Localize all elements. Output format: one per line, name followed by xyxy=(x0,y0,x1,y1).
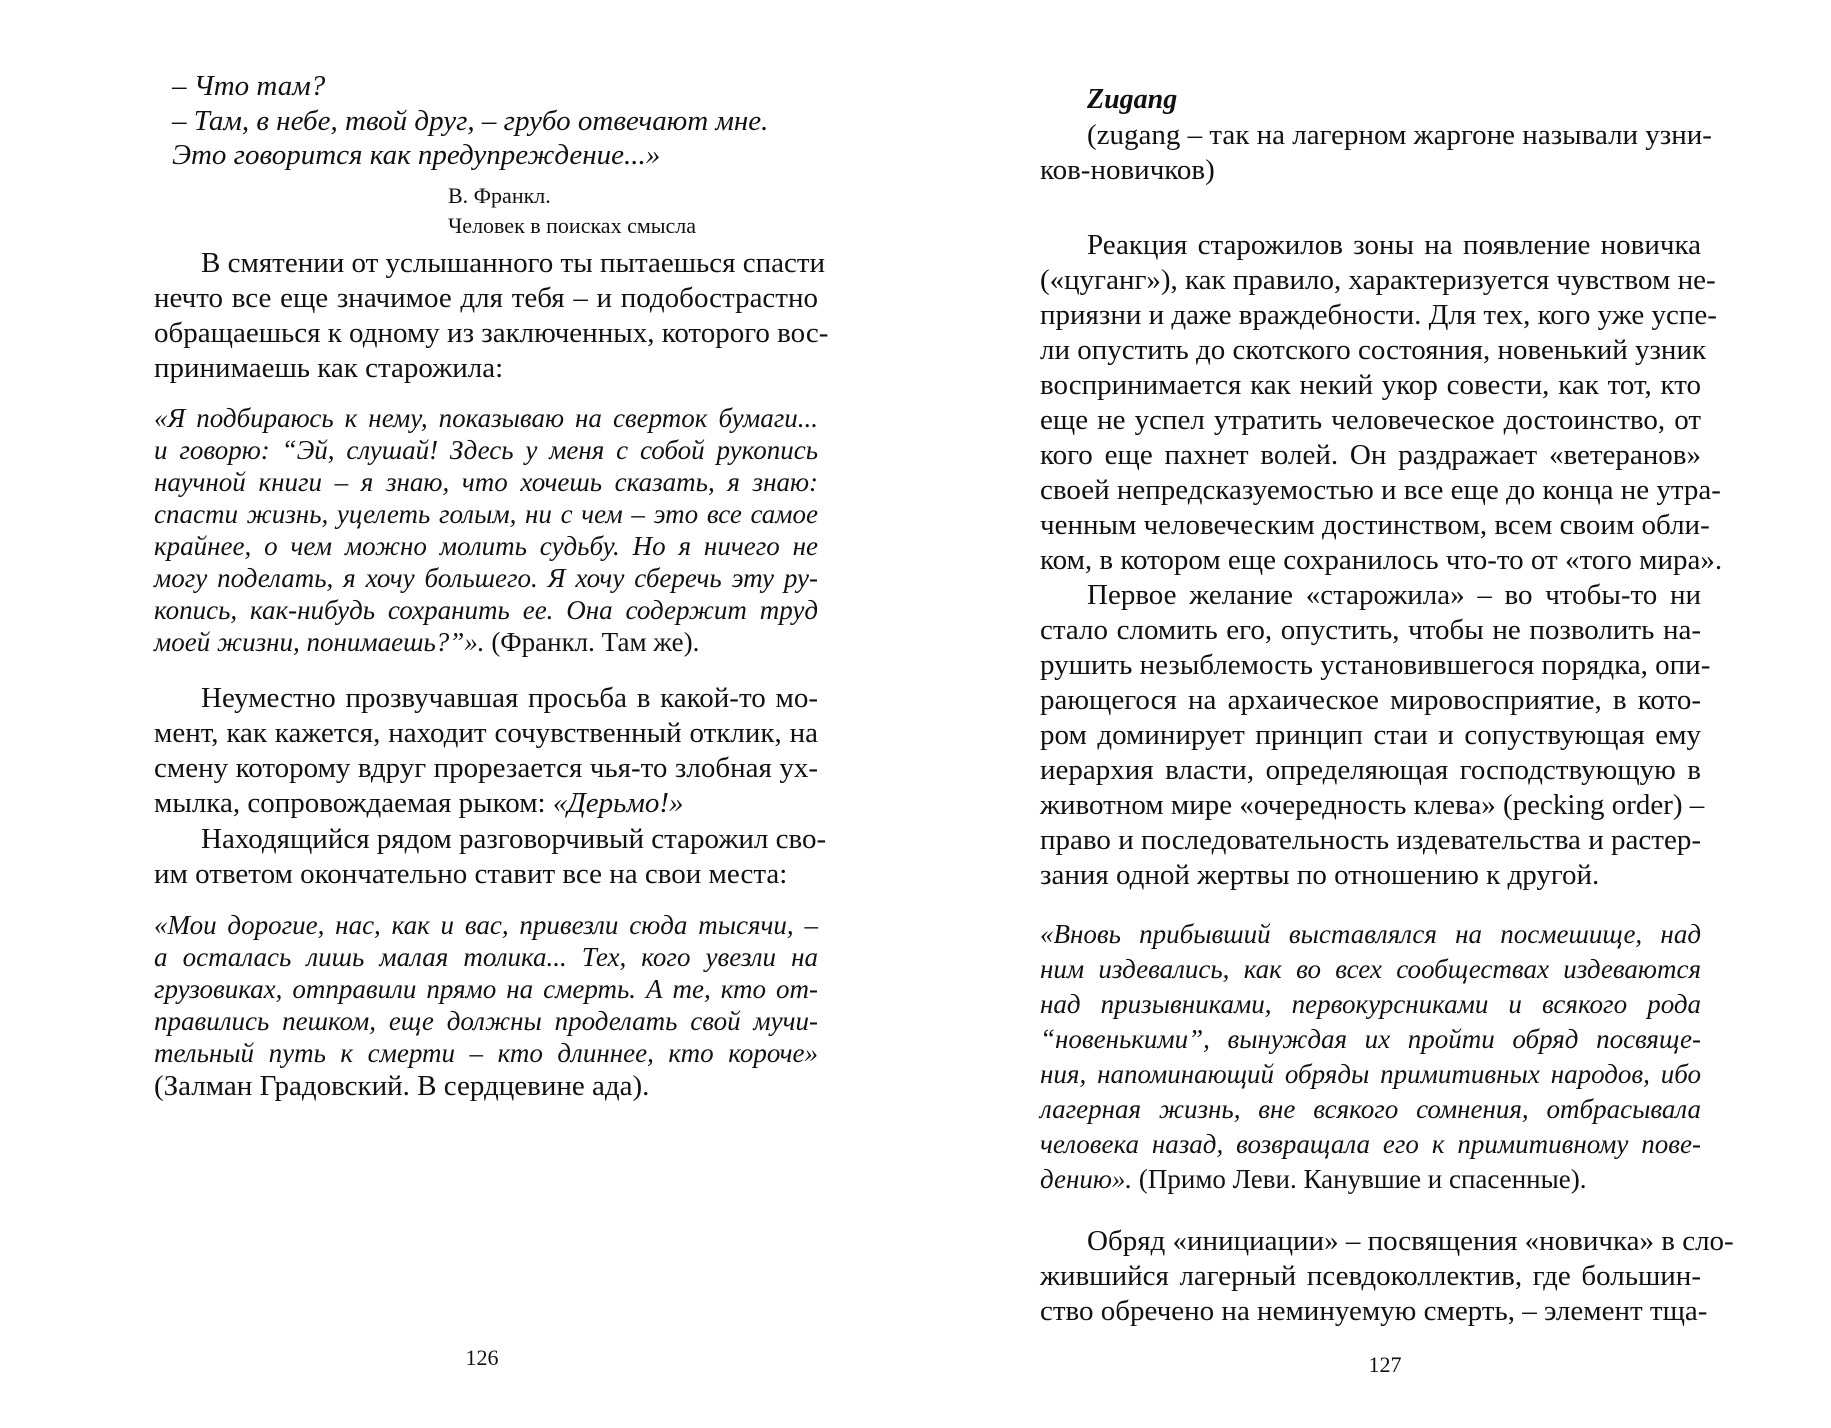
epigraph-source: Человек в поисках смысла xyxy=(448,213,697,238)
paragraph-line: Первое желание «старожила» – во чтобы-то ни xyxy=(1087,579,1701,611)
epigraph-line: Это говорится как предупреждение...» xyxy=(172,139,661,171)
quote-line: над призывниками, первокурсниками и всякого рода xyxy=(1040,989,1701,1019)
paragraph-line: В смятении от услышанного ты пытаешься спасти xyxy=(201,247,826,279)
paragraph-line: иерархия власти, определяющая господствующую в xyxy=(1040,754,1701,786)
subheading-line: ков-новичков) xyxy=(1040,154,1215,186)
quote-line: правились пешком, еще должны проделать свой мучи- xyxy=(154,1006,818,1036)
page-number: 126 xyxy=(465,1345,499,1370)
quote-line: тельный путь к смерти – кто длиннее, кто короче» xyxy=(154,1038,818,1068)
quote-last-italic: дению». xyxy=(1040,1164,1133,1194)
paragraph-line: рушить незыблемость установившегося порядка, опи- xyxy=(1040,649,1711,681)
quote-line: научной книги – я знаю, что хочешь сказать, я знаю: xyxy=(154,467,818,497)
paragraph-line: Обряд «инициации» – посвящения «новичка» в сло- xyxy=(1087,1225,1734,1257)
paragraph-line: ство обречено на неминуемую смерть, – элемент тща- xyxy=(1040,1295,1708,1327)
quote-source: (Примо Леви. Канувшие и спасенные). xyxy=(1132,1164,1587,1194)
section-heading: Zugang xyxy=(1087,84,1178,115)
right-page xyxy=(915,0,1831,1428)
paragraph-line: Находящийся рядом разговорчивый старожил сво- xyxy=(201,823,827,855)
paragraph-line: Реакция старожилов зоны на появление новичка xyxy=(1087,229,1701,261)
paragraph-line: рающегося на архаическое мировосприятие, в кото- xyxy=(1040,684,1701,716)
page-number: 127 xyxy=(1368,1352,1402,1377)
paragraph-line: приязни и даже враждебности. Для тех, кого уже успе- xyxy=(1040,299,1717,331)
quote-line: и говорю: “Эй, слушай! Здесь у меня с собой рукопись xyxy=(154,435,818,465)
quote-line: крайнее, о чем можно молить судьбу. Но я ничего не xyxy=(154,531,818,561)
paragraph-line: право и последовательность издевательства и растер- xyxy=(1040,824,1701,856)
quote-line: “новенькими”, вынуждая их пройти обряд посвяще- xyxy=(1040,1024,1701,1054)
quote-source: (Франкл. Там же). xyxy=(484,627,700,657)
paragraph-line: своей непредсказуемостью и все еще до конца не утра- xyxy=(1040,474,1721,506)
subheading-line: (zugang – так на лагерном жаргоне называли узни- xyxy=(1087,119,1712,151)
paragraph-line: кого еще пахнет волей. Он раздражает «ветеранов» xyxy=(1040,439,1701,471)
paragraph-last-line xyxy=(154,785,818,821)
quote-line: ния, напоминающий обряды примитивных народов, ибо xyxy=(1040,1059,1701,1089)
quote-line: могу поделать, я хочу большего. Я хочу сберечь эту ру- xyxy=(154,563,818,593)
exclamation: «Дерьмо!» xyxy=(552,787,684,819)
left-page xyxy=(0,0,915,1428)
paragraph-line: ром доминирует принцип стаи и сопуствующая ему xyxy=(1040,719,1701,751)
paragraph-line: ченным человеческим достинством, всем своим обли- xyxy=(1040,509,1710,541)
paragraph-line: ли опустить до скотского состояния, новенький узник xyxy=(1040,334,1707,366)
quote-source: (Залман Градовский. В сердцевине ада). xyxy=(154,1070,650,1102)
paragraph-line: ком, в котором еще сохранилось что-то от «того мира». xyxy=(1040,544,1723,576)
paragraph-line: животном мире «очередность клева» (pecking order) – xyxy=(1040,789,1705,821)
epigraph-author: В. Франкл. xyxy=(448,183,551,208)
quote-line: «Я подбираюсь к нему, показываю на сверток бумаги... xyxy=(154,403,818,433)
quote-line: а осталась лишь малая толика... Тех, кого увезли на xyxy=(154,942,818,972)
paragraph-line: Неуместно прозвучавшая просьба в какой-то мо- xyxy=(201,682,818,714)
paragraph-line: смену которому вдруг прорезается чья-то злобная ух- xyxy=(154,752,818,784)
quote-line: «Вновь прибывший выставлялся на посмешище, над xyxy=(1040,919,1701,949)
paragraph-line: обращаешься к одному из заключенных, которого вос- xyxy=(154,317,829,349)
paragraph-line: им ответом окончательно ставит все на свои места: xyxy=(154,858,788,890)
paragraph-line: стало сломить его, опустить, чтобы не позволить на- xyxy=(1040,614,1701,646)
paragraph-line: зания одной жертвы по отношению к другой. xyxy=(1040,859,1600,891)
paragraph-text: мылка, сопровождаемая рыком: xyxy=(154,787,553,819)
quote-last-italic: моей жизни, понимаешь?”». xyxy=(154,627,485,657)
quote-last-line xyxy=(1040,1161,1701,1197)
quote-last-line xyxy=(154,624,818,660)
quote-line: копись, как-нибудь сохранить ее. Она содержит труд xyxy=(154,595,818,625)
quote-line: спасти жизнь, уцелеть голым, ни с чем – это все самое xyxy=(154,499,818,529)
paragraph-line: принимаешь как старожила: xyxy=(154,352,504,384)
epigraph-line: – Там, в небе, твой друг, – грубо отвечают мне. xyxy=(172,105,769,137)
paragraph-line: еще не успел утратить человеческое достоинство, от xyxy=(1040,404,1701,436)
quote-line: человека назад, возвращала его к примитивному пове- xyxy=(1040,1129,1701,1159)
quote-line: грузовиках, отправили прямо на смерть. А те, кто от- xyxy=(154,974,818,1004)
quote-line: лагерная жизнь, вне всякого сомнения, отбрасывала xyxy=(1040,1094,1701,1124)
paragraph-line: нечто все еще значимое для тебя – и подобострастно xyxy=(154,282,818,314)
quote-line: «Мои дорогие, нас, как и вас, привезли сюда тысячи, – xyxy=(154,910,818,940)
paragraph-line: мент, как кажется, находит сочувственный отклик, на xyxy=(154,717,818,749)
quote-line: ним издевались, как во всех сообществах издеваются xyxy=(1040,954,1701,984)
paragraph-line: («цуганг»), как правило, характеризуется чувством не- xyxy=(1040,264,1716,296)
paragraph-line: воспринимается как некий укор совести, как тот, кто xyxy=(1040,369,1701,401)
epigraph-line: – Что там? xyxy=(172,70,326,102)
paragraph-line: жившийся лагерный псевдоколлектив, где большин- xyxy=(1040,1260,1701,1292)
